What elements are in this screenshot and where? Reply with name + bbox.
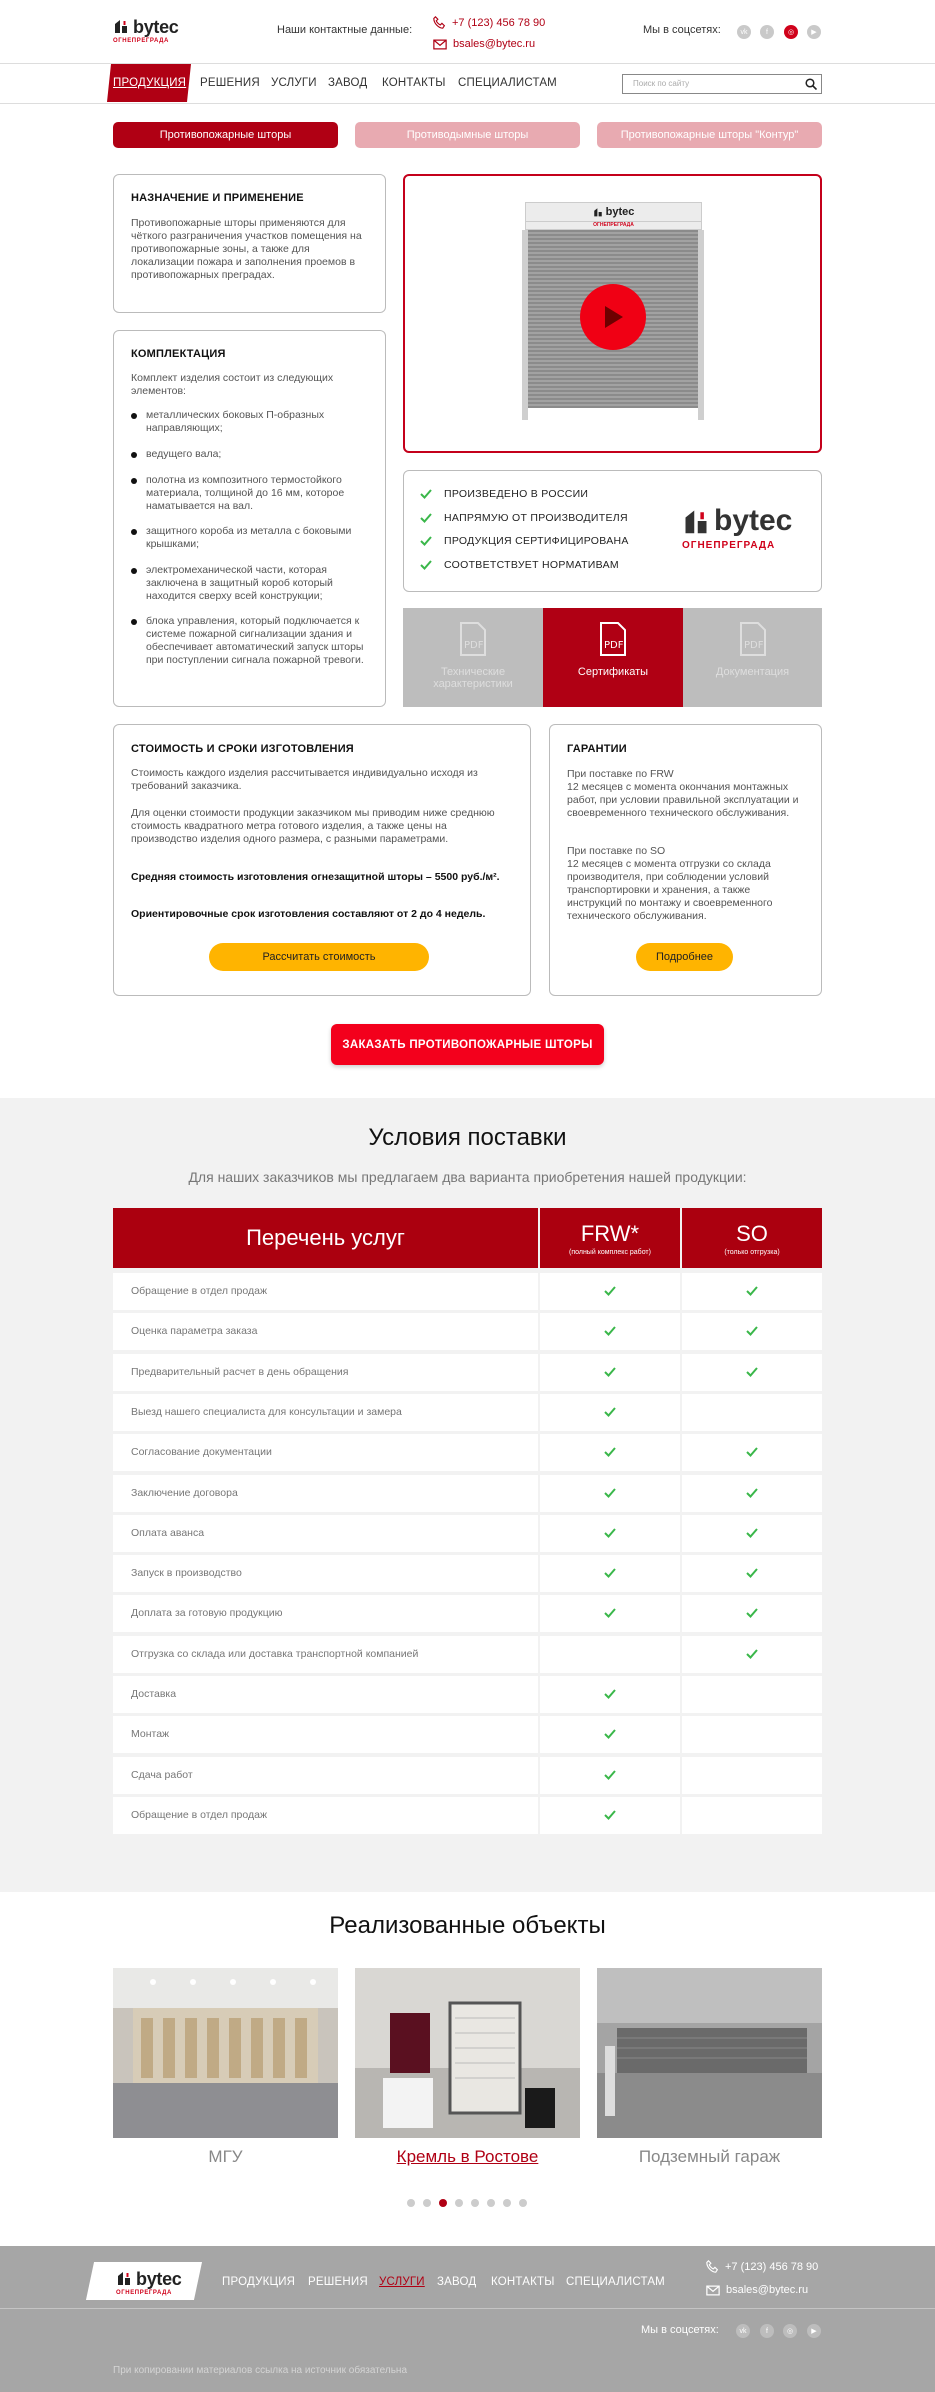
mail-icon [433, 39, 447, 50]
frw-cell [540, 1716, 680, 1753]
check-icon [604, 1689, 616, 1699]
carousel-dot[interactable] [503, 2199, 511, 2207]
service-cell [113, 1394, 538, 1431]
social-label: Мы в соцсетях: [643, 24, 721, 36]
kit-item: защитного короба из металла с боковыми крышками; [146, 525, 371, 551]
so-cell [682, 1515, 822, 1552]
service-label: Запуск в производство [131, 1567, 242, 1580]
service-cell [113, 1676, 538, 1713]
carousel-dot[interactable] [471, 2199, 479, 2207]
kit-item: блока управления, который подключается к системе пожарной сигнализации здания и обеспечивает автоматический запуск шторы при поступлении сигнала пожарной тревоги. [146, 615, 371, 667]
feature-text: ПРОДУКЦИЯ СЕРТИФИЦИРОВАНА [444, 535, 629, 547]
feature-item [444, 512, 628, 524]
play-icon [602, 305, 624, 329]
warranty-card [549, 724, 822, 996]
search-icon[interactable] [805, 78, 817, 90]
object-photo [597, 1968, 822, 2138]
footer-nav-solutions[interactable]: РЕШЕНИЯ [308, 2276, 368, 2288]
check-icon [746, 1488, 758, 1498]
so-cell [682, 1555, 822, 1592]
mail-icon [706, 2285, 720, 2296]
svg-text:PDF: PDF [464, 640, 484, 651]
curtain-guide-left [522, 230, 528, 420]
doc-tab-label: Документация [715, 666, 790, 678]
play-button[interactable] [580, 284, 646, 350]
doc-tab-certificates[interactable] [543, 608, 683, 707]
service-label: Заключение договора [131, 1486, 238, 1499]
warranty-title: ГАРАНТИИ [567, 743, 627, 755]
so-cell [682, 1354, 822, 1391]
frw-cell [540, 1434, 680, 1471]
phone-icon [433, 16, 446, 29]
frw-cell [540, 1313, 680, 1350]
service-label: Предварительный расчет в день обращения [131, 1365, 349, 1378]
service-cell [113, 1515, 538, 1552]
logo-text: bytec [133, 17, 179, 37]
check-icon [746, 1447, 758, 1457]
nav-item-factory[interactable]: ЗАВОД [328, 77, 368, 89]
check-icon [604, 1407, 616, 1417]
feature-text: НАПРЯМУЮ ОТ ПРОИЗВОДИТЕЛЯ [444, 512, 628, 524]
feature-item [444, 535, 629, 547]
cost-average: Средняя стоимость изготовления огнезащитной шторы – 5500 руб./м². [131, 871, 500, 883]
service-label: Обращение в отдел продаж [131, 1808, 267, 1821]
pdf-icon [599, 622, 627, 656]
so-cell [682, 1434, 822, 1471]
col-so-label: SO [736, 1220, 768, 1246]
carousel-dot[interactable] [407, 2199, 415, 2207]
so-cell [682, 1797, 822, 1834]
check-icon [604, 1286, 616, 1296]
kit-intro: Комплект изделия состоит из следующих элементов: [131, 372, 334, 397]
service-label: Отгрузка со склада или доставка транспортной компанией [131, 1647, 419, 1660]
so-cell [682, 1394, 822, 1431]
service-label: Монтаж [131, 1728, 170, 1741]
doc-tab-label: Сертификаты [577, 666, 649, 678]
feature-item [444, 559, 619, 571]
header [0, 0, 935, 64]
check-icon [420, 513, 432, 523]
col-services-label: Перечень услуг [246, 1225, 405, 1250]
kit-item: электромеханической части, которая заключена в защитный короб который находится сверху всей конструкции; [146, 564, 371, 603]
logo-subtitle: ОГНЕПРЕГРАДА [113, 38, 169, 44]
nav-item-contacts[interactable]: КОНТАКТЫ [382, 77, 446, 89]
kit-card [113, 330, 386, 707]
carousel-dot[interactable] [439, 2199, 447, 2207]
footer-email-text: bsales@bytec.ru [726, 2284, 809, 2296]
footer-social-label: Мы в соцсетях: [641, 2324, 719, 2336]
header-phone-text: +7 (123) 456 78 90 [452, 16, 546, 29]
header-email[interactable] [433, 38, 535, 50]
kit-item: полотна из композитного термостойкого материала, толщиной до 16 мм, которое наматывается на вал. [146, 474, 371, 513]
object-caption[interactable]: Подземный гараж [638, 2147, 781, 2166]
instagram-icon[interactable]: ◎ [784, 25, 798, 39]
purpose-title: НАЗНАЧЕНИЕ И ПРИМЕНЕНИЕ [131, 192, 304, 204]
check-icon [746, 1286, 758, 1296]
col-frw [540, 1208, 680, 1268]
purpose-card [113, 174, 386, 313]
features-logo-sub: ОГНЕПРЕГРАДА [682, 540, 776, 551]
service-cell [113, 1434, 538, 1471]
so-cell [682, 1313, 822, 1350]
footer-nav-contacts[interactable]: КОНТАКТЫ [491, 2276, 555, 2288]
purpose-text: Противопожарные шторы применяются для чёткого разграничения участков помещения на противопожарные зоны, а также для локализации пожара и заполнения проемов в противопожарных преградах. [131, 217, 362, 281]
object-photo [113, 1968, 338, 2138]
calculate-cost-button[interactable]: Рассчитать стоимость [209, 943, 429, 971]
frw-cell [540, 1676, 680, 1713]
tab-contour-curtains[interactable]: Противопожарные шторы "Контур" [597, 122, 822, 148]
service-cell [113, 1313, 538, 1350]
object-caption[interactable]: МГУ [208, 2147, 243, 2166]
curtain-logo: bytec [605, 206, 635, 218]
frw-cell [540, 1475, 680, 1512]
footer-logo-text: bytec [136, 2269, 182, 2289]
service-cell [113, 1716, 538, 1753]
tab-smoke-curtains[interactable]: Противодымные шторы [355, 122, 580, 148]
service-label: Выезд нашего специалиста для консультации и замера [131, 1405, 402, 1418]
youtube-icon[interactable]: ▶ [807, 25, 821, 39]
tab-fire-curtains[interactable]: Противопожарные шторы [113, 122, 338, 148]
col-frw-label: FRW* [580, 1220, 640, 1246]
so-cell [682, 1595, 822, 1632]
check-icon [746, 1528, 758, 1538]
object-image-msu[interactable] [113, 1968, 338, 2138]
object-image-garage[interactable] [597, 1968, 822, 2138]
logo-mark-icon [113, 18, 129, 34]
frw-cell [540, 1595, 680, 1632]
kit-title: КОМПЛЕКТАЦИЯ [131, 348, 226, 360]
svg-text:PDF: PDF [604, 640, 624, 651]
features-logo-text: bytec [714, 504, 793, 537]
service-cell [113, 1354, 538, 1391]
frw-cell [540, 1757, 680, 1794]
footer-nav-services[interactable]: УСЛУГИ [379, 2276, 425, 2288]
curtain-box [525, 202, 702, 222]
service-cell [113, 1757, 538, 1794]
service-cell [113, 1555, 538, 1592]
curtain-guide-right [698, 230, 704, 420]
cost-term: Ориентировочные срок изготовления составляют от 2 до 4 недель. [131, 908, 486, 920]
doc-tab-specs[interactable] [403, 608, 543, 707]
feature-text: ПРОИЗВЕДЕНО В РОССИИ [444, 488, 589, 500]
features-card [403, 470, 822, 592]
footer-nav-factory[interactable]: ЗАВОД [437, 2276, 477, 2288]
frw-cell [540, 1354, 680, 1391]
footer-nav-specialists[interactable]: СПЕЦИАЛИСТАМ [566, 2276, 665, 2288]
warranty-so: При поставке по SO 12 месяцев с момента отгрузки со склада производителя, при соблюдении условий транспортировки и хранения, а также инструкций по монтажу и своевременного технического обслуживания. [567, 845, 773, 922]
so-cell [682, 1757, 822, 1794]
service-label: Сдача работ [131, 1768, 193, 1781]
check-icon [604, 1528, 616, 1538]
svg-text:PDF: PDF [743, 640, 763, 651]
footer-logo-sub: ОГНЕПРЕГРАДА [116, 2290, 172, 2296]
contacts-label: Наши контактные данные: [277, 24, 413, 36]
feature-text: СООТВЕТСТВУЕТ НОРМАТИВАМ [444, 559, 619, 571]
col-so-sub: (только отгрузка) [724, 1248, 780, 1256]
check-icon [420, 536, 432, 546]
col-so [682, 1208, 822, 1268]
kit-item: ведущего вала; [146, 448, 371, 461]
service-cell [113, 1636, 538, 1673]
logo-mark-icon [682, 507, 710, 535]
service-label: Доплата за готовую продукцию [131, 1607, 283, 1620]
facebook-icon[interactable]: f [760, 25, 774, 39]
kit-item: металлических боковых П-образных направляющих; [146, 409, 371, 435]
check-icon [746, 1326, 758, 1336]
curtain-sub: ОГНЕПРЕГРАДА [525, 222, 702, 230]
check-icon [604, 1447, 616, 1457]
warranty-frw: При поставке по FRW 12 месяцев с момента окончания монтажных работ, при условии правильной эксплуатации и своевременного технического обслуживания. [567, 768, 799, 819]
check-icon [604, 1729, 616, 1739]
phone-icon [706, 2260, 719, 2273]
doc-tab-documentation[interactable] [683, 608, 822, 707]
so-cell [682, 1636, 822, 1673]
service-label: Доставка [131, 1688, 177, 1700]
so-cell [682, 1676, 822, 1713]
service-label: Обращение в отдел продаж [131, 1285, 267, 1297]
pdf-icon [459, 622, 487, 656]
pdf-icon [739, 622, 767, 656]
frw-cell [540, 1394, 680, 1431]
cost-card [113, 724, 531, 996]
check-icon [604, 1770, 616, 1780]
cost-p2: Для оценки стоимости продукции заказчиком мы приводим ниже среднюю стоимость квадратного метра готового изделия, а также цены на производство изделия одного размера, с разными параметрами. [131, 807, 495, 845]
footer-email[interactable] [706, 2284, 808, 2296]
object-photo [355, 1968, 580, 2138]
check-icon [746, 1608, 758, 1618]
footer-phone[interactable] [706, 2260, 818, 2273]
footer-phone-text: +7 (123) 456 78 90 [725, 2260, 819, 2273]
service-cell [113, 1273, 538, 1310]
service-cell [113, 1797, 538, 1834]
delivery-subtitle: Для наших заказчиков мы предлагаем два варианта приобретения нашей продукции: [188, 1169, 747, 1185]
youtube-icon[interactable]: ▶ [807, 2324, 821, 2338]
carousel-dot[interactable] [455, 2199, 463, 2207]
check-icon [420, 560, 432, 570]
video-player[interactable] [403, 174, 822, 453]
service-label: Согласование документации [131, 1446, 272, 1459]
logo-mark-icon [593, 207, 603, 217]
frw-cell [540, 1555, 680, 1592]
main-nav [0, 64, 935, 104]
service-label: Оценка параметра заказа [131, 1325, 258, 1338]
so-cell [682, 1273, 822, 1310]
doc-tab-label: Технические характеристики [433, 666, 513, 690]
nav-item-services[interactable]: УСЛУГИ [271, 77, 317, 89]
delivery-title: Условия поставки [368, 1124, 567, 1151]
cost-title: СТОИМОСТЬ И СРОКИ ИЗГОТОВЛЕНИЯ [131, 743, 354, 755]
check-icon [746, 1367, 758, 1377]
footer-nav-products[interactable]: ПРОДУКЦИЯ [222, 2276, 296, 2288]
check-icon [420, 489, 432, 499]
facebook-icon[interactable]: f [760, 2324, 774, 2338]
search-placeholder: Поиск по сайту [633, 79, 690, 88]
feature-item [444, 488, 588, 500]
carousel-dot[interactable] [487, 2199, 495, 2207]
check-icon [604, 1367, 616, 1377]
frw-cell [540, 1797, 680, 1834]
cost-p1: Стоимость каждого изделия рассчитывается индивидуально исходя из требований заказчика. [131, 767, 478, 792]
footer-copyright: При копировании материалов ссылка на источник обязательна [113, 2365, 407, 2376]
check-icon [604, 1326, 616, 1336]
header-phone[interactable] [433, 16, 545, 29]
so-cell [682, 1475, 822, 1512]
nav-item-specialists[interactable]: СПЕЦИАЛИСТАМ [458, 77, 557, 89]
logo-mark-icon [116, 2270, 132, 2286]
check-icon [746, 1568, 758, 1578]
nav-item-products[interactable]: ПРОДУКЦИЯ [113, 77, 187, 89]
service-label: Оплата аванса [131, 1526, 205, 1539]
frw-cell [540, 1636, 680, 1673]
service-cell [113, 1595, 538, 1632]
instagram-icon[interactable]: ◎ [783, 2324, 797, 2338]
footer-divider [0, 2308, 935, 2309]
frw-cell [540, 1273, 680, 1310]
carousel-dot[interactable] [423, 2199, 431, 2207]
check-icon [604, 1568, 616, 1578]
header-email-text: bsales@bytec.ru [453, 38, 536, 50]
objects-title: Реализованные объекты [329, 1912, 606, 1939]
more-button[interactable]: Подробнее [636, 943, 733, 971]
search-input[interactable] [622, 74, 822, 94]
features-logo [682, 504, 793, 551]
object-image-kremlin[interactable] [355, 1968, 580, 2138]
check-icon [604, 1810, 616, 1820]
order-button[interactable]: ЗАКАЗАТЬ ПРОТИВОПОЖАРНЫЕ ШТОРЫ [331, 1024, 604, 1065]
check-icon [604, 1608, 616, 1618]
carousel-dot[interactable] [519, 2199, 527, 2207]
vk-icon[interactable]: vk [736, 2324, 750, 2338]
nav-item-solutions[interactable]: РЕШЕНИЯ [200, 77, 260, 89]
footer-logo[interactable] [116, 2269, 182, 2296]
object-caption[interactable]: Кремль в Ростове [396, 2147, 539, 2166]
service-cell [113, 1475, 538, 1512]
vk-icon[interactable]: vk [737, 25, 751, 39]
check-icon [604, 1488, 616, 1498]
frw-cell [540, 1515, 680, 1552]
col-services [113, 1208, 538, 1268]
logo[interactable] [113, 17, 179, 44]
check-icon [746, 1649, 758, 1659]
col-frw-sub: (полный комплекс работ) [569, 1248, 651, 1256]
so-cell [682, 1716, 822, 1753]
